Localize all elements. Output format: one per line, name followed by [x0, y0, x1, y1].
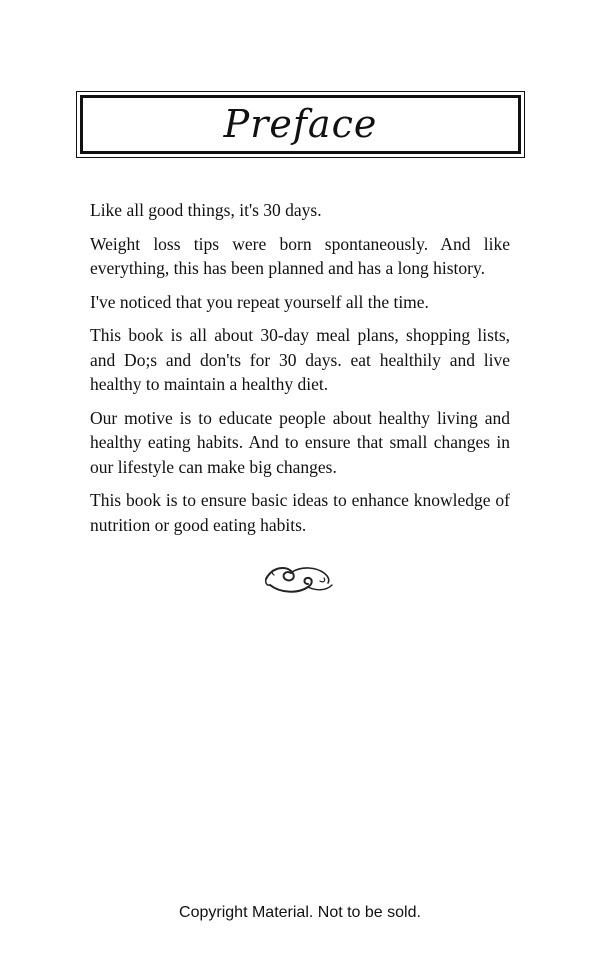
paragraph-4: This book is all about 30-day meal plans, shopping lists, and Do;s and don'ts for 30 days. eat healthily and live healthy to maintain a healthy diet. [90, 325, 510, 394]
paragraph-2: Weight loss tips were born spontaneously. And like everything, this has been planned and has a long history. [90, 233, 510, 278]
paragraph-6: This book is to ensure basic ideas to enhance knowledge of nutrition or good eating habits. [90, 490, 510, 535]
paragraph-5: Our motive is to educate people about healthy living and healthy eating habits. And to ensure that small changes in our lifestyle can make big changes. [90, 407, 510, 477]
title-frame [76, 91, 525, 158]
page-title: Preface [223, 101, 378, 146]
copyright-footer: Copyright Material. Not to be sold. [179, 904, 421, 921]
title-frame-inner [80, 95, 521, 154]
flourish-ornament-icon [262, 561, 336, 597]
paragraph-3: I've noticed that you repeat yourself all the time. [90, 291, 429, 312]
paragraph-1: Like all good things, it's 30 days. [90, 200, 322, 220]
preface-body [90, 198, 510, 546]
